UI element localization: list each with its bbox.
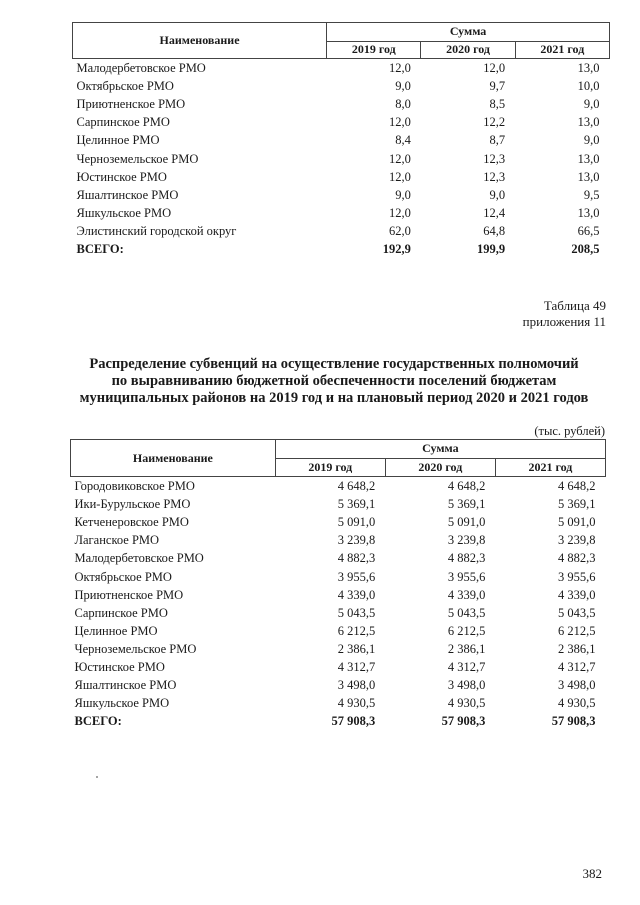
row-label: Элистинский городской округ bbox=[76, 223, 237, 238]
row-value: 13,0 bbox=[577, 151, 600, 166]
table-row bbox=[71, 477, 606, 496]
row-value: 12,0 bbox=[389, 151, 411, 166]
header-year: 2021 год bbox=[515, 41, 609, 59]
page-number: 382 bbox=[582, 866, 602, 881]
total-label: ВСЕГО: bbox=[76, 241, 124, 256]
row-value: 4 312,7 bbox=[558, 659, 596, 674]
row-value: 4 648,2 bbox=[558, 479, 596, 494]
row-value: 5 091,0 bbox=[337, 515, 376, 530]
header-sum: Сумма bbox=[327, 23, 610, 42]
header-year: 2021 год bbox=[495, 458, 605, 477]
table-row bbox=[73, 131, 610, 149]
row-value: 3 955,6 bbox=[558, 569, 596, 584]
row-value: 3 498,0 bbox=[447, 678, 486, 693]
row-value: 9,0 bbox=[489, 187, 506, 202]
row-value: 3 239,8 bbox=[558, 533, 596, 548]
row-value: 12,0 bbox=[389, 61, 411, 76]
row-label: Лаганское РМО bbox=[74, 533, 160, 548]
table-subventions bbox=[70, 439, 606, 730]
title-line: Распределение субвенций на осуществление государственных полномочий bbox=[89, 356, 579, 372]
table-number: Таблица 49 bbox=[543, 298, 606, 313]
table-row bbox=[73, 113, 610, 131]
row-label: Целинное РМО bbox=[74, 623, 158, 638]
table-row bbox=[71, 495, 606, 513]
row-label: Городовиковское РМО bbox=[74, 479, 195, 494]
table-row bbox=[71, 513, 606, 531]
table-row bbox=[73, 204, 610, 222]
row-value: 3 239,8 bbox=[337, 533, 376, 548]
row-label: Приютненское РМО bbox=[74, 587, 184, 602]
row-label: Яшалтинское РМО bbox=[74, 678, 177, 693]
row-value: 3 955,6 bbox=[337, 569, 376, 584]
row-value: 5 091,0 bbox=[558, 515, 596, 530]
row-value: 4 339,0 bbox=[337, 587, 376, 602]
row-value: 4 648,2 bbox=[447, 479, 486, 494]
row-value: 12,3 bbox=[483, 151, 506, 166]
table-body bbox=[73, 59, 610, 259]
row-value: 8,7 bbox=[489, 133, 506, 148]
row-value: 5 043,5 bbox=[337, 605, 376, 620]
table-row bbox=[71, 549, 606, 567]
total-label: ВСЕГО: bbox=[74, 714, 122, 729]
title-line: по выравниванию бюджетной обеспеченности поселений бюджетам bbox=[111, 373, 557, 389]
total-value: 57 908,3 bbox=[441, 714, 486, 729]
row-value: 3 498,0 bbox=[558, 678, 596, 693]
row-value: 3 498,0 bbox=[337, 678, 376, 693]
table-reference bbox=[523, 298, 606, 330]
row-label: Яшкульское РМО bbox=[76, 205, 172, 220]
units-label: (тыс. рублей) bbox=[534, 424, 605, 438]
title-line: муниципальных районов на 2019 год и на плановый период 2020 и 2021 годов bbox=[79, 390, 589, 406]
row-value: 4 930,5 bbox=[447, 696, 486, 711]
row-value: 5 369,1 bbox=[558, 497, 596, 512]
document-title bbox=[50, 356, 618, 407]
row-value: 2 386,1 bbox=[447, 641, 486, 656]
row-value: 6 212,5 bbox=[337, 623, 376, 638]
table-row bbox=[71, 658, 606, 676]
row-label: Октябрьское РМО bbox=[74, 569, 172, 584]
row-label: Малодербетовское РМО bbox=[74, 551, 204, 566]
row-value: 8,0 bbox=[395, 97, 411, 112]
row-value: 12,2 bbox=[483, 115, 506, 130]
header-year: 2019 год bbox=[327, 41, 421, 59]
row-value: 8,4 bbox=[395, 133, 411, 148]
row-value: 9,7 bbox=[489, 79, 506, 94]
row-label: Малодербетовское РМО bbox=[76, 61, 206, 76]
total-value: 199,9 bbox=[477, 241, 506, 256]
row-value: 12,0 bbox=[389, 205, 411, 220]
row-value: 12,0 bbox=[389, 115, 411, 130]
row-value: 66,5 bbox=[577, 223, 600, 238]
row-value: 13,0 bbox=[577, 205, 600, 220]
row-label: Приютненское РМО bbox=[76, 97, 186, 112]
header-year: 2020 год bbox=[385, 458, 495, 477]
row-value: 9,0 bbox=[583, 133, 600, 148]
table-row bbox=[73, 222, 610, 240]
table-row bbox=[71, 676, 606, 694]
table-row bbox=[71, 640, 606, 658]
table-row bbox=[71, 622, 606, 640]
table-row bbox=[73, 77, 610, 95]
row-value: 12,0 bbox=[389, 169, 411, 184]
row-value: 5 091,0 bbox=[447, 515, 486, 530]
appendix-number: приложения 11 bbox=[522, 314, 606, 329]
table-row bbox=[73, 186, 610, 204]
row-value: 12,0 bbox=[483, 61, 506, 76]
total-row bbox=[71, 712, 606, 730]
row-label: Целинное РМО bbox=[76, 133, 160, 148]
total-value: 192,9 bbox=[382, 241, 411, 256]
row-value: 3 239,8 bbox=[447, 533, 486, 548]
table-row bbox=[71, 604, 606, 622]
row-value: 13,0 bbox=[577, 61, 600, 76]
row-label: Сарпинское РМО bbox=[76, 115, 170, 130]
table-body bbox=[71, 477, 606, 731]
row-value: 4 882,3 bbox=[447, 551, 486, 566]
row-value: 4 312,7 bbox=[337, 659, 376, 674]
row-value: 6 212,5 bbox=[447, 623, 486, 638]
row-value: 4 930,5 bbox=[558, 696, 596, 711]
row-value: 64,8 bbox=[483, 223, 506, 238]
total-value: 57 908,3 bbox=[331, 714, 376, 729]
row-value: 13,0 bbox=[577, 115, 600, 130]
row-label: Черноземельское РМО bbox=[74, 641, 197, 656]
total-value: 57 908,3 bbox=[551, 714, 596, 729]
row-value: 6 212,5 bbox=[558, 623, 596, 638]
header-name: Наименование bbox=[71, 440, 276, 477]
row-label: Кетченеровское РМО bbox=[74, 515, 189, 530]
row-label: Юстинское РМО bbox=[74, 659, 165, 674]
header-sum: Сумма bbox=[275, 440, 605, 459]
table-row bbox=[73, 149, 610, 167]
row-value: 2 386,1 bbox=[337, 641, 376, 656]
table-row bbox=[73, 59, 610, 78]
row-value: 5 369,1 bbox=[337, 497, 376, 512]
row-value: 4 339,0 bbox=[558, 587, 596, 602]
row-value: 62,0 bbox=[389, 223, 411, 238]
header-name: Наименование bbox=[73, 23, 327, 59]
row-value: 10,0 bbox=[577, 79, 600, 94]
row-label: Сарпинское РМО bbox=[74, 605, 168, 620]
row-value: 12,3 bbox=[483, 169, 506, 184]
row-value: 9,0 bbox=[395, 79, 411, 94]
row-label: Юстинское РМО bbox=[76, 169, 167, 184]
row-value: 13,0 bbox=[577, 169, 600, 184]
row-value: 9,0 bbox=[583, 97, 600, 112]
header-year: 2019 год bbox=[275, 458, 385, 477]
total-value: 208,5 bbox=[571, 241, 600, 256]
row-value: 12,4 bbox=[483, 205, 506, 220]
row-value: 3 955,6 bbox=[447, 569, 486, 584]
table-row bbox=[71, 567, 606, 585]
row-value: 4 312,7 bbox=[447, 659, 486, 674]
row-value: 5 043,5 bbox=[447, 605, 486, 620]
table-subventions-continued bbox=[72, 22, 610, 258]
row-label: Яшкульское РМО bbox=[74, 696, 170, 711]
row-label: Ики-Бурульское РМО bbox=[74, 497, 191, 512]
scan-speck bbox=[96, 776, 98, 778]
table-row bbox=[73, 95, 610, 113]
row-value: 5 043,5 bbox=[558, 605, 596, 620]
row-label: Яшалтинское РМО bbox=[76, 187, 179, 202]
row-value: 8,5 bbox=[489, 97, 506, 112]
row-value: 4 930,5 bbox=[337, 696, 376, 711]
table-row bbox=[71, 586, 606, 604]
table-row bbox=[73, 168, 610, 186]
row-value: 9,0 bbox=[395, 187, 411, 202]
row-value: 5 369,1 bbox=[447, 497, 486, 512]
row-value: 4 648,2 bbox=[337, 479, 376, 494]
total-row bbox=[73, 240, 610, 258]
row-label: Черноземельское РМО bbox=[76, 151, 199, 166]
row-label: Октябрьское РМО bbox=[76, 79, 174, 94]
row-value: 4 339,0 bbox=[447, 587, 486, 602]
row-value: 9,5 bbox=[583, 187, 600, 202]
row-value: 4 882,3 bbox=[337, 551, 376, 566]
table-row bbox=[71, 531, 606, 549]
header-year: 2020 год bbox=[421, 41, 515, 59]
table-row bbox=[71, 694, 606, 712]
row-value: 2 386,1 bbox=[558, 641, 596, 656]
row-value: 4 882,3 bbox=[558, 551, 596, 566]
